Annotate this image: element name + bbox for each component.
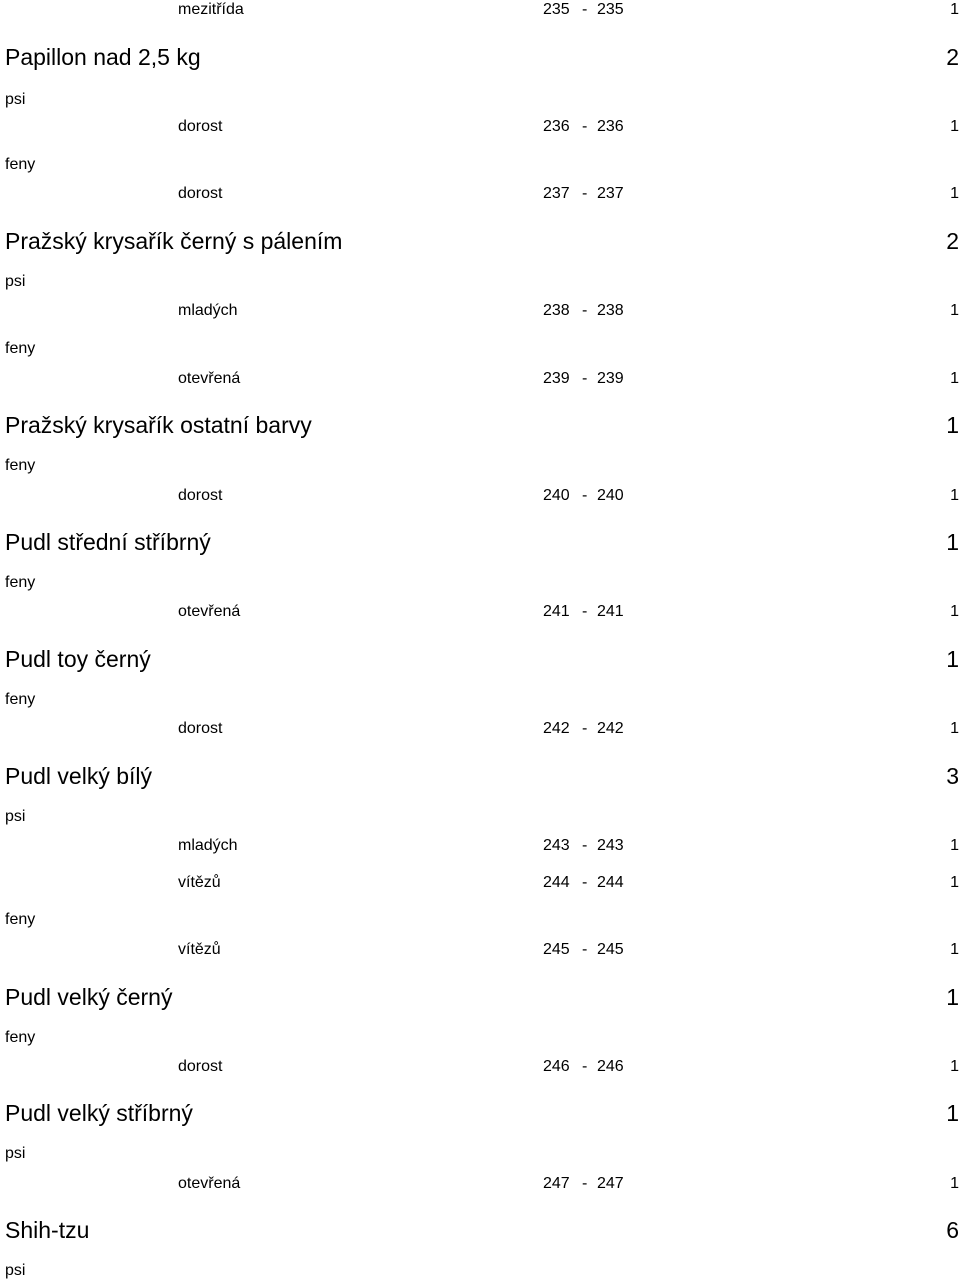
sex-label: psi xyxy=(5,91,26,108)
sex-label: feny xyxy=(5,691,36,708)
entry-count: 1 xyxy=(950,1058,959,1075)
class-name: mezitřída xyxy=(178,1,244,18)
entry-count: 1 xyxy=(950,874,959,891)
catalog-number-to: 247 xyxy=(597,1175,624,1192)
breed-count: 1 xyxy=(946,984,959,1010)
range-separator: - xyxy=(582,118,588,135)
breed-name: Pražský krysařík černý s pálením xyxy=(5,228,343,254)
catalog-number-from: 237 xyxy=(543,185,570,202)
breed-count: 1 xyxy=(946,412,959,438)
catalog-number-from: 239 xyxy=(543,370,570,387)
entry-count: 1 xyxy=(950,185,959,202)
entry-count: 1 xyxy=(950,1175,959,1192)
breed-name: Pudl velký bílý xyxy=(5,763,153,789)
breed-name: Pražský krysařík ostatní barvy xyxy=(5,412,312,438)
entry-count: 1 xyxy=(950,837,959,854)
sex-label: feny xyxy=(5,1029,36,1046)
class-name: dorost xyxy=(178,720,223,737)
breed-name: Pudl toy černý xyxy=(5,646,151,672)
catalog-number-to: 238 xyxy=(597,302,624,319)
entry-count: 1 xyxy=(950,370,959,387)
sex-label: feny xyxy=(5,574,36,591)
entry-count: 1 xyxy=(950,1,959,18)
catalog-number-to: 235 xyxy=(597,1,624,18)
catalog-number-from: 241 xyxy=(543,603,570,620)
class-name: mladých xyxy=(178,302,238,319)
catalog-number-to: 236 xyxy=(597,118,624,135)
class-name: dorost xyxy=(178,185,223,202)
class-name: dorost xyxy=(178,487,223,504)
breed-name: Pudl střední stříbrný xyxy=(5,529,211,555)
catalog-number-from: 243 xyxy=(543,837,570,854)
class-name: dorost xyxy=(178,1058,223,1075)
range-separator: - xyxy=(582,302,588,319)
sex-label: psi xyxy=(5,1145,26,1162)
class-name: otevřená xyxy=(178,370,241,387)
catalog-number-to: 237 xyxy=(597,185,624,202)
class-name: mladých xyxy=(178,837,238,854)
range-separator: - xyxy=(582,1175,588,1192)
catalog-number-to: 243 xyxy=(597,837,624,854)
breed-count: 1 xyxy=(946,529,959,555)
class-name: otevřená xyxy=(178,603,241,620)
entry-count: 1 xyxy=(950,487,959,504)
sex-label: feny xyxy=(5,457,36,474)
breed-count: 3 xyxy=(946,763,959,789)
sex-label: feny xyxy=(5,911,36,928)
breed-name: Papillon nad 2,5 kg xyxy=(5,44,201,70)
catalog-number-from: 246 xyxy=(543,1058,570,1075)
catalog-number-from: 247 xyxy=(543,1175,570,1192)
entry-count: 1 xyxy=(950,941,959,958)
range-separator: - xyxy=(582,370,588,387)
entry-count: 1 xyxy=(950,302,959,319)
range-separator: - xyxy=(582,837,588,854)
catalog-number-to: 244 xyxy=(597,874,624,891)
range-separator: - xyxy=(582,185,588,202)
sex-label: feny xyxy=(5,156,36,173)
class-name: vítězů xyxy=(178,941,221,958)
breed-count: 2 xyxy=(946,44,959,70)
range-separator: - xyxy=(582,1,588,18)
range-separator: - xyxy=(582,487,588,504)
range-separator: - xyxy=(582,941,588,958)
entry-count: 1 xyxy=(950,603,959,620)
sex-label: psi xyxy=(5,273,26,290)
sex-label: psi xyxy=(5,1262,26,1279)
entry-count: 1 xyxy=(950,720,959,737)
catalog-number-to: 242 xyxy=(597,720,624,737)
range-separator: - xyxy=(582,874,588,891)
catalog-number-to: 240 xyxy=(597,487,624,504)
class-name: vítězů xyxy=(178,874,221,891)
catalog-number-from: 235 xyxy=(543,1,570,18)
entry-count: 1 xyxy=(950,118,959,135)
catalog-number-to: 246 xyxy=(597,1058,624,1075)
catalog-number-from: 244 xyxy=(543,874,570,891)
breed-name: Pudl velký černý xyxy=(5,984,173,1010)
class-name: dorost xyxy=(178,118,223,135)
catalog-number-to: 245 xyxy=(597,941,624,958)
breed-count: 6 xyxy=(946,1217,959,1243)
breed-count: 1 xyxy=(946,1100,959,1126)
range-separator: - xyxy=(582,720,588,737)
sex-label: feny xyxy=(5,340,36,357)
breed-count: 2 xyxy=(946,228,959,254)
breed-count: 1 xyxy=(946,646,959,672)
breed-name: Shih-tzu xyxy=(5,1217,90,1243)
range-separator: - xyxy=(582,603,588,620)
catalog-number-from: 242 xyxy=(543,720,570,737)
catalog-number-from: 238 xyxy=(543,302,570,319)
catalog-number-from: 240 xyxy=(543,487,570,504)
catalog-number-to: 239 xyxy=(597,370,624,387)
catalog-number-from: 236 xyxy=(543,118,570,135)
sex-label: psi xyxy=(5,808,26,825)
range-separator: - xyxy=(582,1058,588,1075)
class-name: otevřená xyxy=(178,1175,241,1192)
catalog-number-from: 245 xyxy=(543,941,570,958)
catalog-number-to: 241 xyxy=(597,603,624,620)
breed-name: Pudl velký stříbrný xyxy=(5,1100,193,1126)
